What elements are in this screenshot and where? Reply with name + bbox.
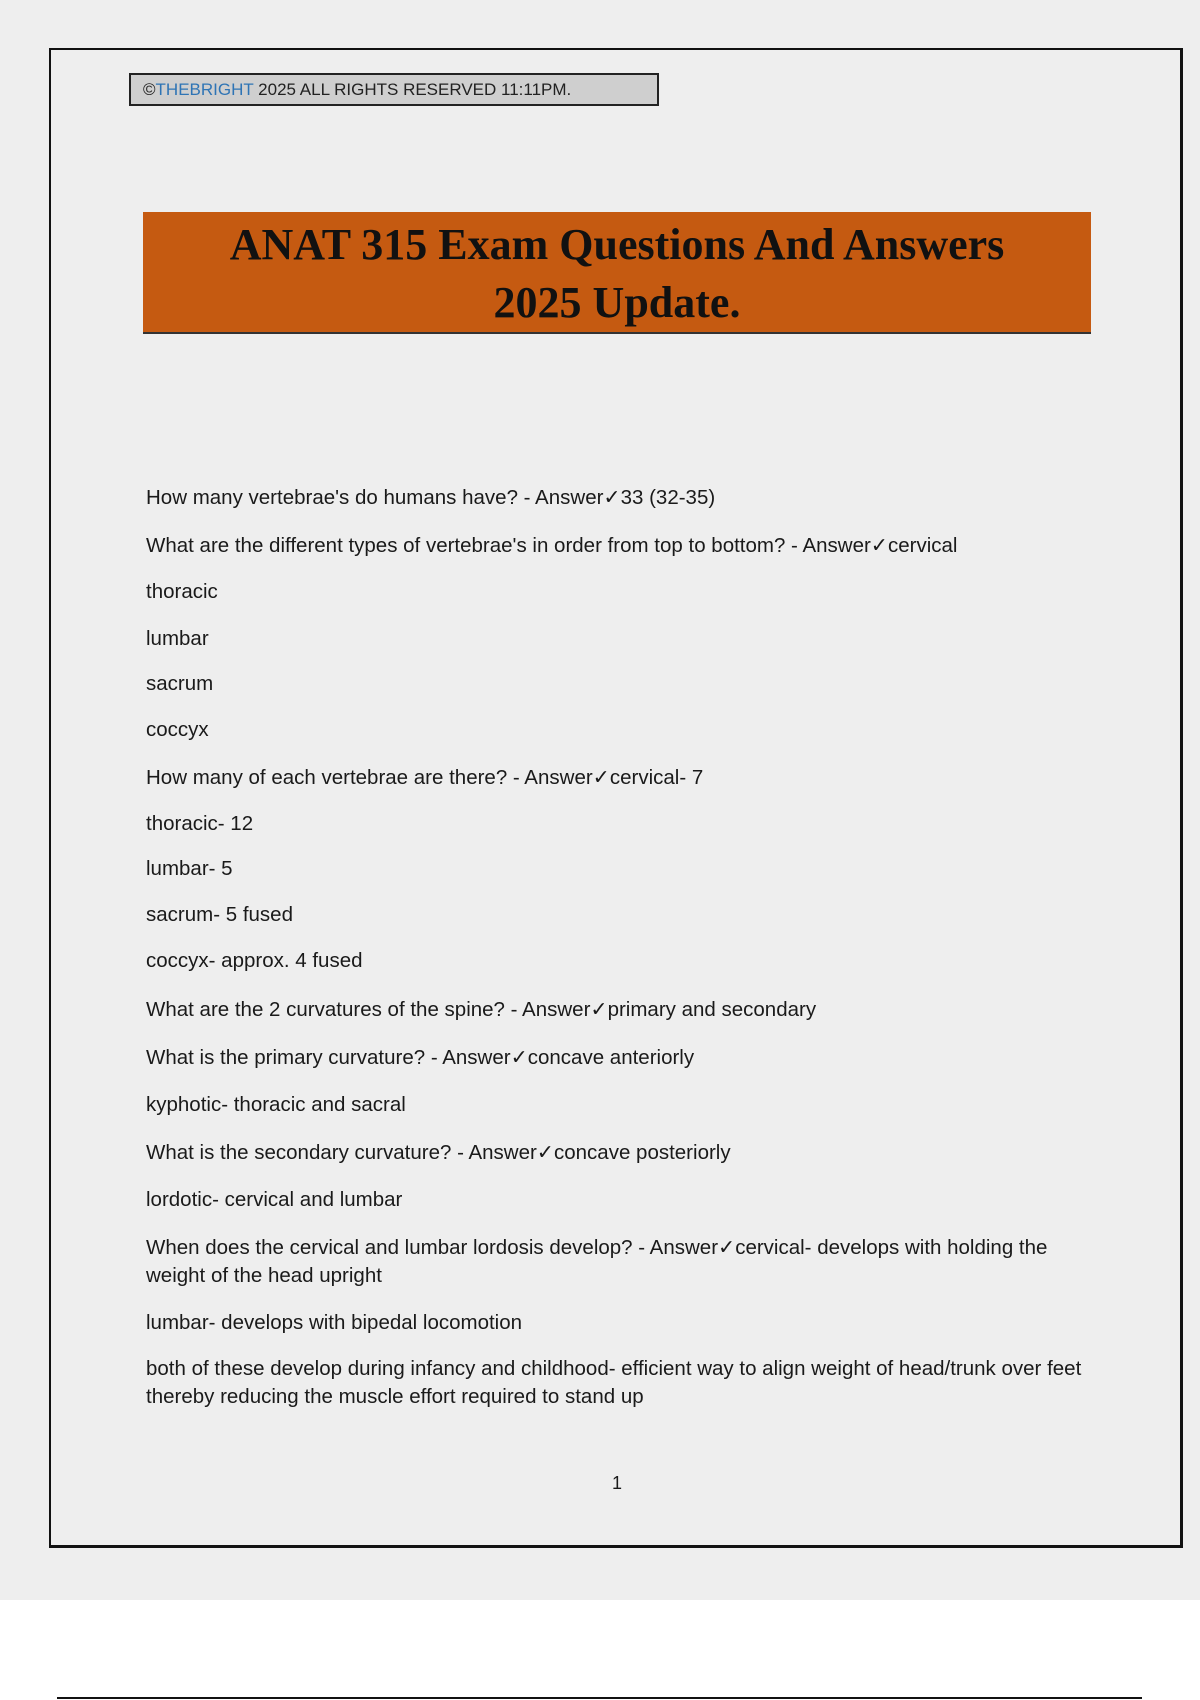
qa-line: lumbar- 5 <box>146 857 233 880</box>
qa-line: How many vertebrae's do humans have? - Answer✓33 (32-35) <box>146 486 716 509</box>
copyright-text: 2025 ALL RIGHTS RESERVED 11:11PM. <box>253 80 572 99</box>
qa-line: coccyx <box>146 718 209 741</box>
qa-line: thoracic <box>146 580 218 603</box>
title-line-2: 2025 Update. <box>493 278 741 327</box>
title-line-1: ANAT 315 Exam Questions And Answers <box>229 220 1005 269</box>
page-number: 1 <box>611 1473 622 1493</box>
qa-line: When does the cervical and lumbar lordosis develop? - Answer✓cervical- develops with holding the weight of the head upright <box>146 1236 1048 1287</box>
copyright-notice <box>129 73 659 106</box>
qa-line: What are the 2 curvatures of the spine? - Answer✓primary and secondary <box>146 998 817 1021</box>
qa-line: coccyx- approx. 4 fused <box>146 949 363 972</box>
qa-line: sacrum- 5 fused <box>146 903 293 926</box>
bottom-divider <box>57 1697 1142 1699</box>
brand-name: THEBRIGHT <box>155 80 254 99</box>
qa-line: both of these develop during infancy and childhood- efficient way to align weight of head/trunk over feet thereby reducing the muscle effort required to stand up <box>146 1357 1082 1408</box>
qa-line: What are the different types of vertebrae's in order from top to bottom? - Answer✓cervical <box>146 534 958 557</box>
qa-line: thoracic- 12 <box>146 812 254 835</box>
qa-line: lumbar <box>146 627 209 650</box>
qa-line: sacrum <box>146 672 214 695</box>
qa-line: How many of each vertebrae are there? - Answer✓cervical- 7 <box>146 766 704 789</box>
qa-line: lordotic- cervical and lumbar <box>146 1188 403 1211</box>
qa-line: kyphotic- thoracic and sacral <box>146 1093 406 1116</box>
copyright-symbol: © <box>143 80 156 99</box>
qa-line: What is the secondary curvature? - Answer✓concave posteriorly <box>146 1141 731 1164</box>
qa-line: What is the primary curvature? - Answer✓concave anteriorly <box>146 1046 695 1069</box>
qa-line: lumbar- develops with bipedal locomotion <box>146 1311 523 1334</box>
title-banner <box>143 212 1091 334</box>
